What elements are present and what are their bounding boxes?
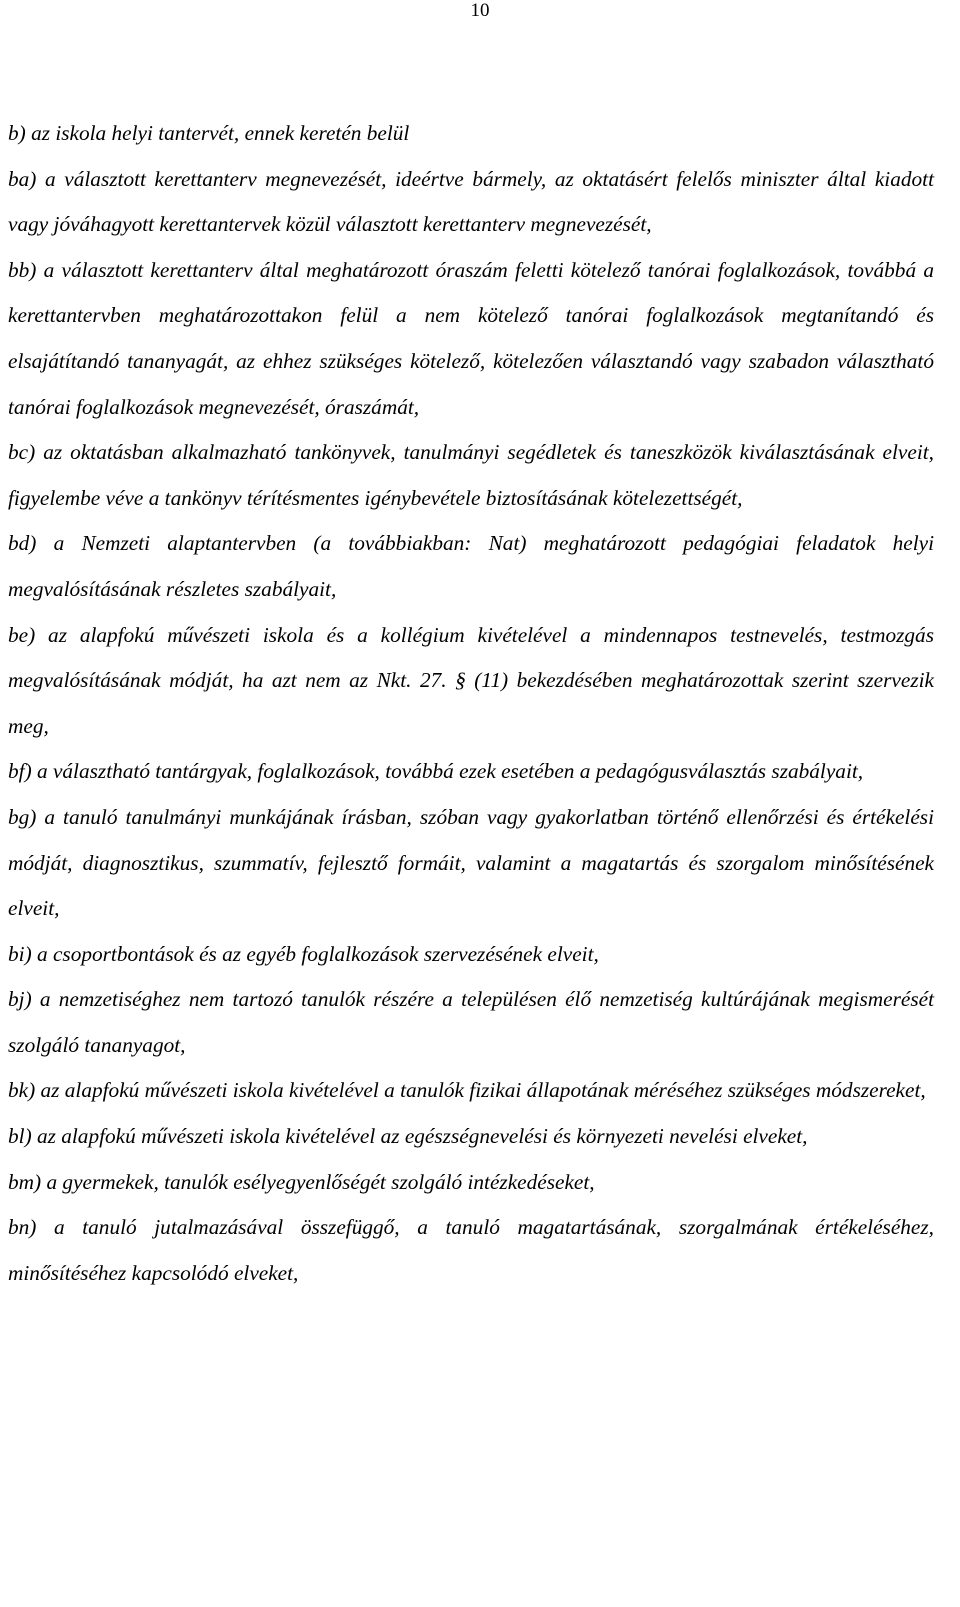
paragraph-bi: bi) a csoportbontások és az egyéb foglalkozások szervezésének elveit, (8, 941, 599, 966)
page-number: 10 (470, 0, 490, 21)
paragraph-bn: bn) a tanuló jutalmazásával összefüggő, a tanuló magatartásának, szorgalmának értékeléséhez, minősítéséhez kapcsolódó elveket, (8, 1215, 934, 1285)
paragraph-bb: bb) a választott kerettanterv által meghatározott óraszám feletti kötelező tanórai foglalkozások, továbbá a kerettantervben meghatározottakon felül a nem kötelező tanórai foglalkozások megtanítandó és elsajátítandó tananyagát, az ehhez szükséges kötelező, kötelezően választandó vagy szabadon választható tanórai foglalkozások megnevezését, óraszámát, (8, 257, 934, 419)
paragraph-be: be) az alapfokú művészeti iskola és a kollégium kivételével a mindennapos testnevelés, testmozgás megvalósításának módját, ha azt nem az Nkt. 27. § (11) bekezdésében meghatározottak szerint szervezik meg, (8, 622, 934, 738)
paragraph-bm: bm) a gyermekek, tanulók esélyegyenlőségét szolgáló intézkedéseket, (8, 1169, 595, 1194)
paragraph-bk: bk) az alapfokú művészeti iskola kivételével a tanulók fizikai állapotának méréséhez szükséges módszereket, (8, 1078, 926, 1103)
paragraph-bl: bl) az alapfokú művészeti iskola kivételével az egészségnevelési és környezeti nevelési elveket, (8, 1124, 808, 1149)
document-body (8, 111, 934, 1296)
paragraph-bf: bf) a választható tantárgyak, foglalkozások, továbbá ezek esetében a pedagógusválasztás szabályait, (8, 759, 864, 784)
paragraph-ba: ba) a választott kerettanterv megnevezését, ideértve bármely, az oktatásért felelős miniszter által kiadott vagy jóváhagyott kerettantervek közül választott kerettanterv megnevezését, (8, 166, 934, 237)
paragraph-b: b) az iskola helyi tantervét, ennek keretén belül (8, 121, 410, 145)
paragraph-bd: bd) a Nemzeti alaptantervben (a továbbiakban: Nat) meghatározott pedagógiai feladatok helyi megvalósításának részletes szabályait, (8, 531, 934, 601)
paragraph-bj: bj) a nemzetiséghez nem tartozó tanulók részére a településen élő nemzetiség kultúrájának megismerését szolgáló tananyagot, (8, 987, 934, 1057)
paragraph-bc: bc) az oktatásban alkalmazható tankönyvek, tanulmányi segédletek és taneszközök kiválasztásának elveit, figyelembe véve a tankönyv térítésmentes igénybevétele biztosításának kötelezettségét, (8, 440, 934, 510)
paragraph-bg: bg) a tanuló tanulmányi munkájának írásban, szóban vagy gyakorlatban történő ellenőrzési és értékelési módját, diagnosztikus, szummatív, fejlesztő formáit, valamint a magatartás és szorgalom minősítésének elveit, (8, 804, 934, 921)
